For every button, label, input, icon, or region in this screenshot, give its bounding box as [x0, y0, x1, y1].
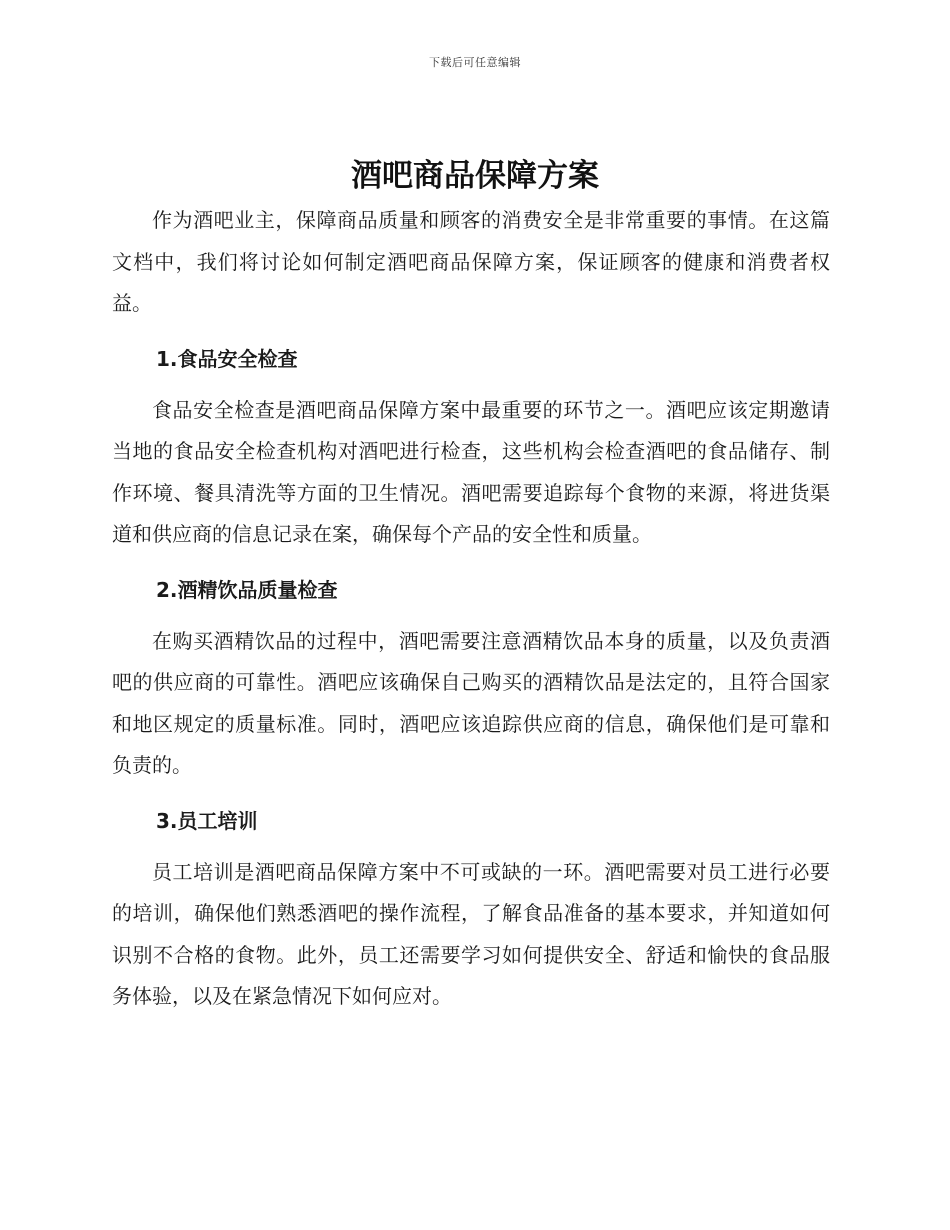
section-heading-food-safety: 1.食品安全检查	[156, 346, 298, 371]
section-body-staff-training: 员工培训是酒吧商品保障方案中不可或缺的一环。酒吧需要对员工进行必要的培训，确保他们熟悉酒吧的操作流程，了解食品准备的基本要求，并知道如何识别不合格的食物。此外，员工还需要学习如何提供安全、舒适和愉快的食品服务体验，以及在紧急情况下如何应对。	[112, 859, 830, 1008]
document-body	[112, 200, 830, 1018]
document-title: 酒吧商品保障方案	[351, 158, 599, 194]
section-body-alcohol-quality: 在购买酒精饮品的过程中，酒吧需要注意酒精饮品本身的质量，以及负责酒吧的供应商的可靠性。酒吧应该确保自己购买的酒精饮品是法定的，且符合国家和地区规定的质量标准。同时，酒吧应该追踪供应商的信息，确保他们是可靠和负责的。	[112, 628, 830, 777]
section-heading-alcohol-quality: 2.酒精饮品质量检查	[156, 577, 338, 602]
header-note: 下载后可任意编辑	[429, 56, 521, 69]
section-body-food-safety: 食品安全检查是酒吧商品保障方案中最重要的环节之一。酒吧应该定期邀请当地的食品安全检查机构对酒吧进行检查，这些机构会检查酒吧的食品储存、制作环境、餐具清洗等方面的卫生情况。酒吧需要追踪每个食物的来源，将进货渠道和供应商的信息记录在案，确保每个产品的安全性和质量。	[112, 397, 830, 546]
intro-paragraph: 作为酒吧业主，保障商品质量和顾客的消费安全是非常重要的事情。在这篇文档中，我们将讨论如何制定酒吧商品保障方案，保证顾客的健康和消费者权益。	[112, 208, 830, 315]
section-heading-staff-training: 3.员工培训	[156, 808, 258, 833]
